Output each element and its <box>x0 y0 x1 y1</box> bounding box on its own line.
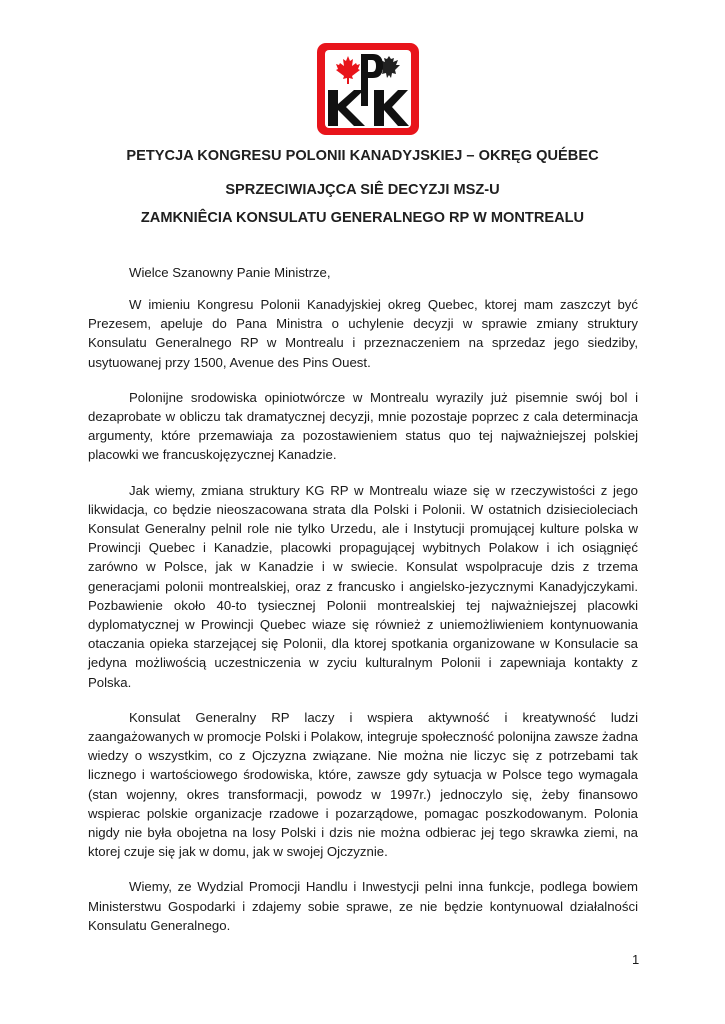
paragraph-4: Konsulat Generalny RP laczy i wspiera aktywność i kreatywność ludzi zaangażowanych w promocje Polski i Polakow, integruje społeczność polonijna zawsze żadna wiedzy o wszystkim, co z Ojczyzna związane. Nie można nie liczyc się z potrzebami tak licznego i wartościowego środowiska, które, zawsze gdy sytuacja w Polsce tego wymagala (stan wojenny, okres transformacji, powodz w 1997r.) jednoczylo się, żeby finansowo wspierac polskie organizacje rzadowe i pozarządowe, pomagac poszkodowanym. Polonia nigdy nie była obojetna na losy Polski i dzis nie można odbierac jej tego skrawka ziemi, na ktorej czuje się jak w domu, jak w swojej Ojczyznie. <box>88 709 638 860</box>
salutation: Wielce Szanowny Panie Ministrze, <box>129 265 331 280</box>
paragraph-2: Polonijne srodowiska opiniotwórcze w Montrealu wyrazily już pisemnie swój bol i dezaprobate w obliczu tak dramatycznej decyzji, mnie pozostaje poprzec z cala determinacja argumenty, które przemawiaja za pozostawieniem status quo tej najważniejszej polskiej placowki we francuskojęzycznej Kanadzie. <box>88 389 638 463</box>
kpk-logo <box>316 42 420 136</box>
petition-title-line-1: PETYCJA KONGRESU POLONII KANADYJSKIEJ – OKRĘG QUÉBEC <box>126 148 599 164</box>
paragraph-1: W imieniu Kongresu Polonii Kanadyjskiej okreg Quebec, ktorej mam zaszczyt być Prezesem, apeluje do Pana Ministra o uchylenie decyzji w sprawie zmiany struktury Konsulatu Generalnego RP w Montrealu i przeznaczeniem na sprzedaz jego siedziby, usytuowanej przy 1500, Avenue des Pins Ouest. <box>88 297 638 370</box>
petition-title-line-3: ZAMKNIÊCIA KONSULATU GENERALNEGO RP W MONTREALU <box>140 210 585 226</box>
petition-title-line-2: SPRZECIWIAJÇCA SIÊ DECYZJI MSZ-U <box>225 182 500 198</box>
letter-body <box>88 295 638 951</box>
page-number: 1 <box>632 952 640 967</box>
paragraph-5: Wiemy, ze Wydzial Promocji Handlu i Inwestycji pelni inna funkcje, podlega bowiem Ministerstwu Gospodarki i zdajemy sobie sprawe, ze nie będzie kontynuowal działalności Konsulatu Generalnego. <box>88 879 638 933</box>
paragraph-3: Jak wiemy, zmiana struktury KG RP w Montrealu wiaze się w rzeczywistości z jego likwidacja, co będzie nieoszacowana strata dla Polski i Polonii. W ostatnich dzisiecioleciach Konsulat Generalny pelnil role nie tylko Urzedu, ale i Instytucji promującej kulture polska w Prowincji Quebec i Kanadzie, placowki propagującej wybitnych Polakow i ich osiągnięć zarówno w Polsce, jak w Kanadzie i w swiecie. Konsulat wspolpracuje dzis z trzema generacjami polonii montrealskiej, oraz z francusko i angielsko-jezycznymi Kanadyjczykami. Pozbawienie około 40-to tysiecznej Polonii montrealskiej tej najważniejszej placowki dyplomatycznej w Prowincji Quebec wiaze się również z uniemożliwieniem kontynuowania otaczania opieka starzejącej się Polonii, dla ktorej spotkania organizowane w Konsulacie sa jedyna możliwością uczestniczenia w zyciu kulturalnym Polonii i zapewniaja kontakty z Polska. <box>88 482 638 690</box>
